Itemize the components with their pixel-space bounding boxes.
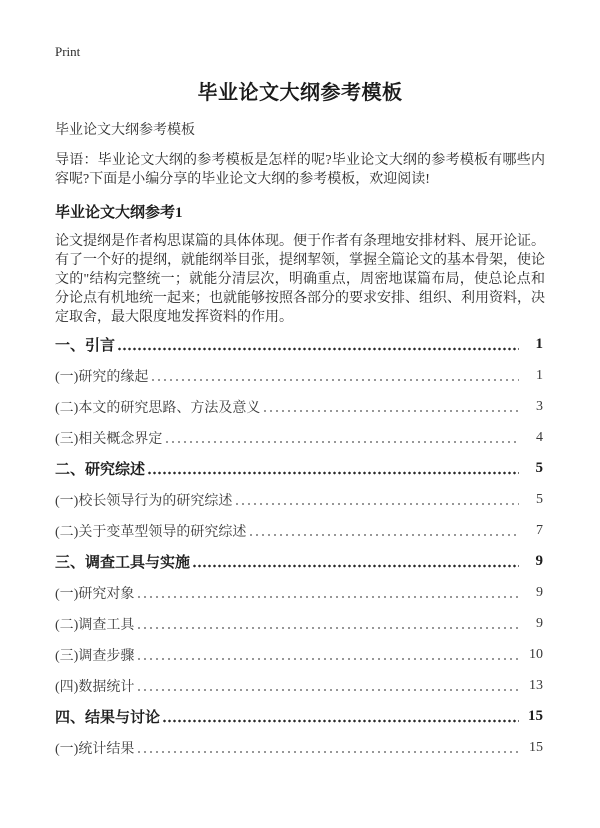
toc-entry-label: (一)研究对象 [55, 586, 135, 602]
toc-dot-leader [164, 440, 519, 444]
toc-entry-label: 四、结果与讨论 [55, 710, 161, 726]
toc-entry [55, 577, 543, 608]
toc-entry-label: 一、引言 [55, 338, 116, 354]
toc-page-number: 1 [535, 336, 543, 352]
table-of-contents [55, 329, 545, 763]
toc-entry [55, 422, 543, 453]
toc-entry [55, 608, 543, 639]
toc-dot-leader [192, 564, 519, 568]
toc-dot-leader [162, 719, 519, 723]
section-heading: 毕业论文大纲参考1 [55, 205, 183, 221]
toc-entry-label: (二)调查工具 [55, 617, 135, 633]
toc-entry-label: (四)数据统计 [55, 679, 135, 695]
toc-dot-leader [136, 595, 519, 599]
toc-entry [55, 453, 543, 484]
toc-page-number: 4 [536, 429, 543, 445]
toc-page-number: 10 [529, 646, 543, 662]
toc-page-number: 5 [536, 491, 543, 507]
toc-dot-leader [234, 502, 519, 506]
toc-entry-label: (二)关于变革型领导的研究综述 [55, 524, 247, 540]
toc-page-number: 7 [536, 522, 543, 538]
toc-page-number: 9 [536, 615, 543, 631]
toc-entry-label: (三)调查步骤 [55, 648, 135, 664]
toc-dot-leader [136, 688, 519, 692]
page-title: 毕业论文大纲参考模板 [197, 82, 403, 104]
toc-page-number: 13 [529, 677, 543, 693]
toc-page-number: 3 [536, 398, 543, 414]
toc-dot-leader [150, 378, 519, 382]
toc-dot-leader [262, 409, 519, 413]
toc-entry [55, 484, 543, 515]
toc-entry [55, 546, 543, 577]
document-subtitle: 毕业论文大纲参考模板 [55, 123, 195, 138]
toc-dot-leader [136, 657, 519, 661]
toc-page-number: 15 [529, 739, 543, 755]
toc-entry-label: (一)统计结果 [55, 741, 135, 757]
toc-entry-label: (三)相关概念界定 [55, 431, 163, 447]
toc-entry [55, 670, 543, 701]
intro-paragraph: 导语：毕业论文大纲的参考模板是怎样的呢?毕业论文大纲的参考模板有哪些内容呢?下面是小编分享的毕业论文大纲的参考模板，欢迎阅读! [55, 153, 545, 187]
toc-page-number: 5 [535, 460, 543, 476]
toc-entry-label: (一)校长领导行为的研究综述 [55, 493, 233, 509]
toc-page-number: 1 [536, 367, 543, 383]
toc-dot-leader [147, 471, 519, 475]
toc-entry [55, 701, 543, 732]
toc-entry-label: (一)研究的缘起 [55, 369, 149, 385]
toc-entry [55, 360, 543, 391]
toc-dot-leader [117, 347, 519, 351]
toc-entry [55, 732, 543, 763]
print-button[interactable]: Print [55, 44, 81, 59]
toc-entry-label: 三、调查工具与实施 [55, 555, 191, 571]
toc-entry [55, 515, 543, 546]
toc-page-number: 9 [535, 553, 543, 569]
toc-dot-leader [136, 626, 519, 630]
toc-entry [55, 329, 543, 360]
body-paragraph: 论文提纲是作者构思谋篇的具体体现。便于作者有条理地安排材料、展开论证。有了一个好的提纲，就能纲举目张，提纲挈领，掌握全篇论文的基本骨架，使论文的"结构完整统一；就能分清层次，明确重点，周密地谋篇布局，使总论点和分论点有机地统一起来；也就能够按照各部分的要求安排、组织、利用资料，决定取舍，最大限度地发挥资料的作用。 [55, 234, 545, 325]
toc-entry [55, 391, 543, 422]
toc-dot-leader [248, 533, 519, 537]
toc-page-number: 15 [528, 708, 543, 724]
toc-entry-label: 二、研究综述 [55, 462, 146, 478]
toc-page-number: 9 [536, 584, 543, 600]
toc-dot-leader [136, 750, 519, 754]
toc-entry [55, 639, 543, 670]
toc-entry-label: (二)本文的研究思路、方法及意义 [55, 400, 261, 416]
